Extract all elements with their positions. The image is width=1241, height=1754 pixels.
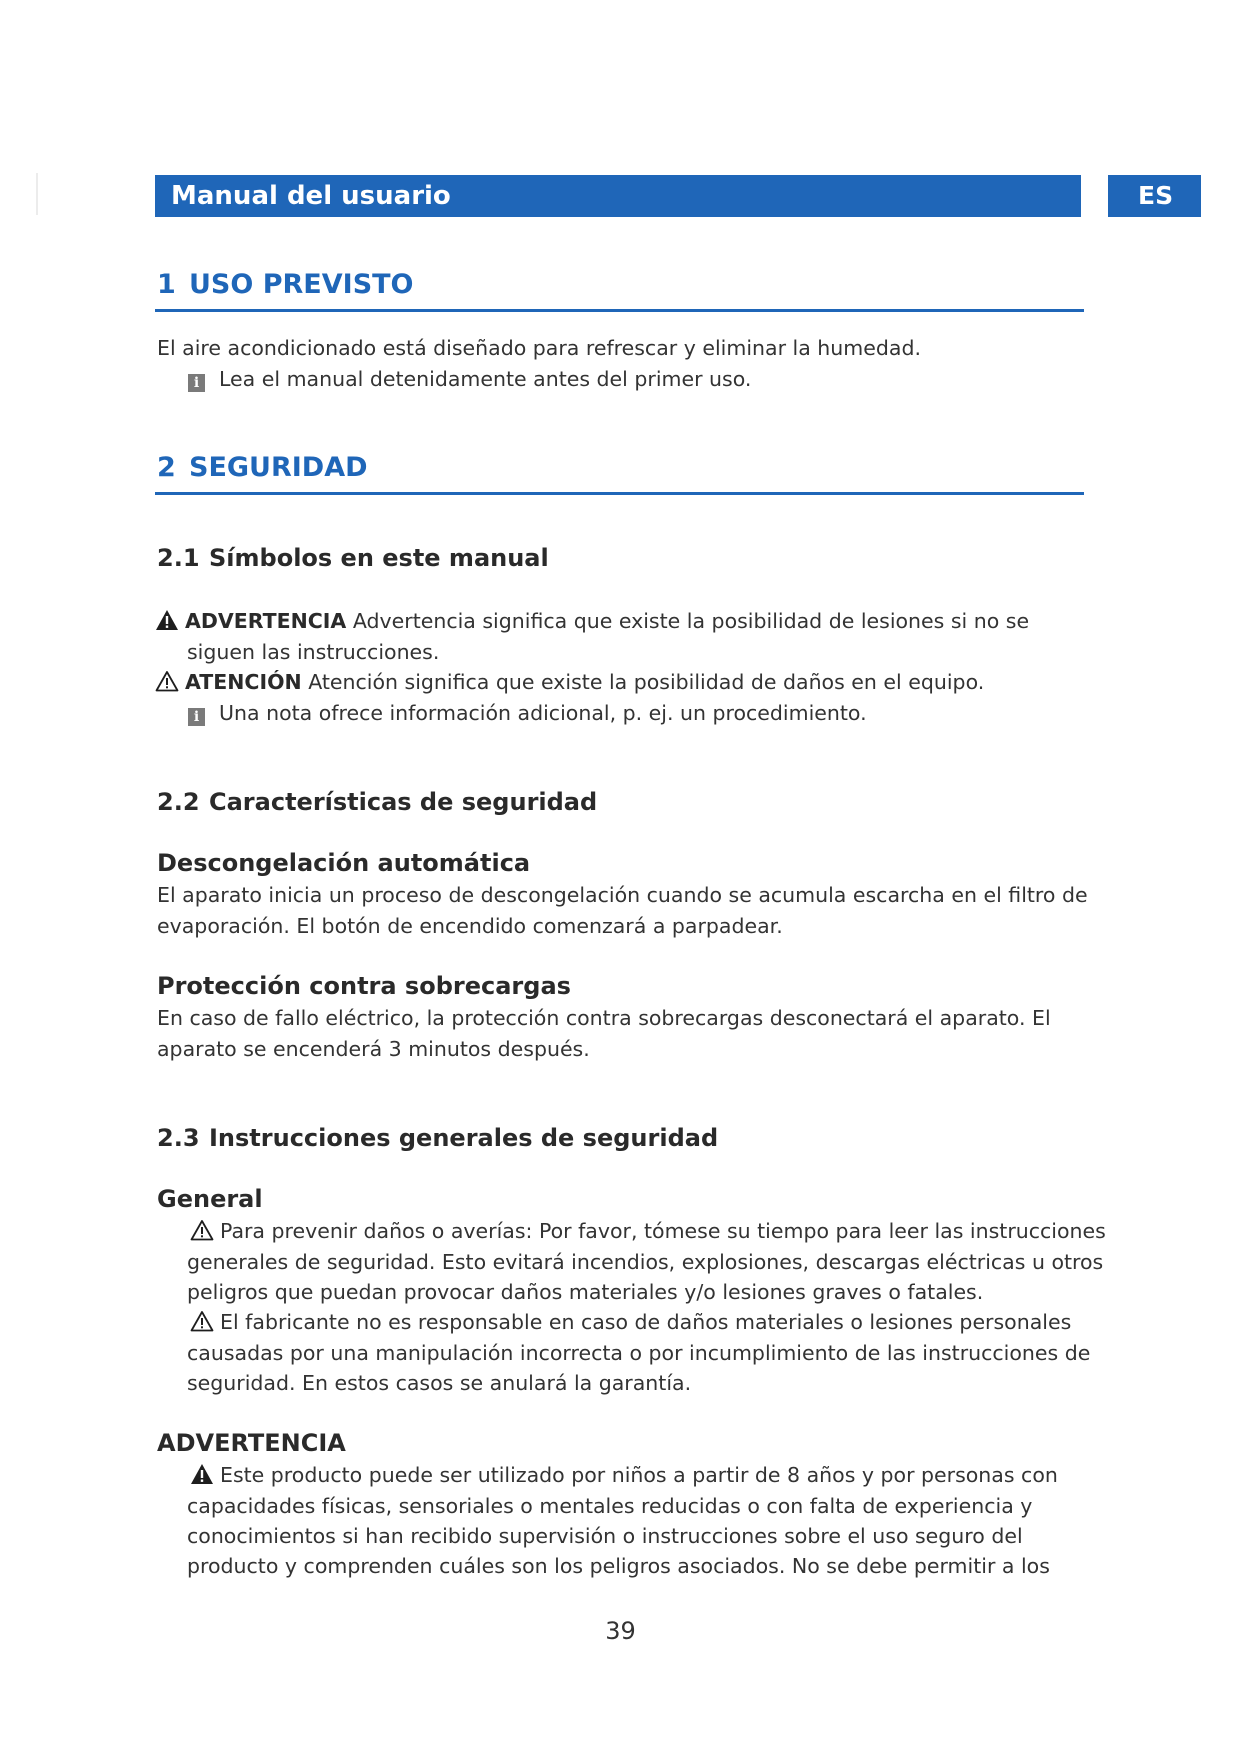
s1-paragraph: El aire acondicionado está diseñado para refrescar y eliminar la humedad. [157, 336, 921, 360]
subsection-title: Símbolos en este manual [209, 544, 549, 572]
section-1-rule [155, 309, 1084, 312]
general-item-2-line-1 [190, 1307, 1071, 1338]
subsection-number: 2.1 [157, 544, 200, 572]
defrost-line-2: evaporación. El botón de encendido comenzará a parpadear. [157, 914, 783, 938]
warning-text: Advertencia significa que existe la posibilidad de lesiones si no se [352, 609, 1030, 633]
header-bar [155, 175, 1081, 217]
header-title: Manual del usuario [171, 181, 451, 211]
warning-item-line-2: capacidades físicas, sensoriales o mentales reducidas o con falta de experiencia y [187, 1494, 1033, 1518]
general-item-2-line-2: causadas por una manipulación incorrecta o por incumplimiento de las instrucciones de [187, 1341, 1091, 1365]
defrost-heading: Descongelación automática [157, 849, 531, 877]
section-number: 1 [157, 269, 176, 300]
section-2-rule [155, 492, 1084, 495]
section-1-heading [157, 268, 414, 302]
warning-label: ADVERTENCIA [185, 609, 347, 633]
overload-line-2: aparato se encenderá 3 minutos después. [157, 1037, 590, 1061]
caution-label: ATENCIÓN [185, 670, 302, 694]
warning-filled-icon [190, 1463, 214, 1485]
overload-line-1: En caso de fallo eléctrico, la protección contra sobrecargas desconectará el aparato. El [157, 1006, 1051, 1030]
section-title: SEGURIDAD [189, 452, 368, 483]
language-badge [1108, 175, 1201, 217]
section-2-heading [157, 451, 368, 485]
warning-item-line-1 [190, 1460, 1058, 1491]
general-item-1-line-1 [190, 1216, 1106, 1247]
s1-note [188, 364, 751, 395]
warning-heading: ADVERTENCIA [157, 1429, 346, 1457]
subsection-number: 2.3 [157, 1124, 200, 1152]
general-item-2-text: El fabricante no es responsable en caso de daños materiales o lesiones personales [220, 1310, 1072, 1334]
subsection-2-3-heading [157, 1123, 718, 1153]
margin-mark [36, 173, 38, 215]
warning-symbol-line [155, 606, 1029, 637]
warning-text-continued: siguen las instrucciones. [187, 640, 440, 664]
defrost-line-1: El aparato inicia un proceso de descongelación cuando se acumula escarcha en el filtro de [157, 883, 1088, 907]
subsection-title: Instrucciones generales de seguridad [209, 1124, 719, 1152]
section-number: 2 [157, 452, 176, 483]
section-title: USO PREVISTO [189, 269, 414, 300]
subsection-title: Características de seguridad [209, 788, 598, 816]
caution-outline-icon [155, 670, 179, 692]
caution-outline-icon [190, 1310, 214, 1332]
subsection-2-1-heading [157, 543, 549, 573]
language-code: ES [1138, 181, 1174, 210]
subsection-2-2-heading [157, 787, 597, 817]
note-text: Una nota ofrece información adicional, p. ej. un procedimiento. [219, 701, 867, 725]
info-icon: i [188, 374, 205, 392]
subsection-number: 2.2 [157, 788, 200, 816]
general-item-1-text: Para prevenir daños o averías: Por favor, tómese su tiempo para leer las instrucciones [220, 1219, 1106, 1243]
caution-text: Atención significa que existe la posibilidad de daños en el equipo. [308, 670, 985, 694]
caution-outline-icon [190, 1219, 214, 1241]
s1-note-text: Lea el manual detenidamente antes del primer uso. [219, 367, 752, 391]
note-symbol-line [188, 698, 867, 729]
warning-item-line-4: producto y comprenden cuáles son los peligros asociados. No se debe permitir a los [187, 1554, 1050, 1578]
warning-filled-icon [155, 609, 179, 631]
page-number: 39 [605, 1617, 636, 1645]
general-item-2-line-3: seguridad. En estos casos se anulará la garantía. [187, 1371, 692, 1395]
caution-symbol-line [155, 667, 984, 698]
general-heading: General [157, 1185, 263, 1213]
warning-item-line-3: conocimientos si han recibido supervisión o instrucciones sobre el uso seguro del [187, 1524, 1023, 1548]
general-item-1-line-2: generales de seguridad. Esto evitará incendios, explosiones, descargas eléctricas u otros [187, 1250, 1104, 1274]
general-item-1-line-3: peligros que puedan provocar daños materiales y/o lesiones graves o fatales. [187, 1280, 984, 1304]
info-icon: i [188, 708, 205, 726]
overload-heading: Protección contra sobrecargas [157, 972, 571, 1000]
warning-item-text: Este producto puede ser utilizado por niños a partir de 8 años y por personas con [220, 1463, 1058, 1487]
